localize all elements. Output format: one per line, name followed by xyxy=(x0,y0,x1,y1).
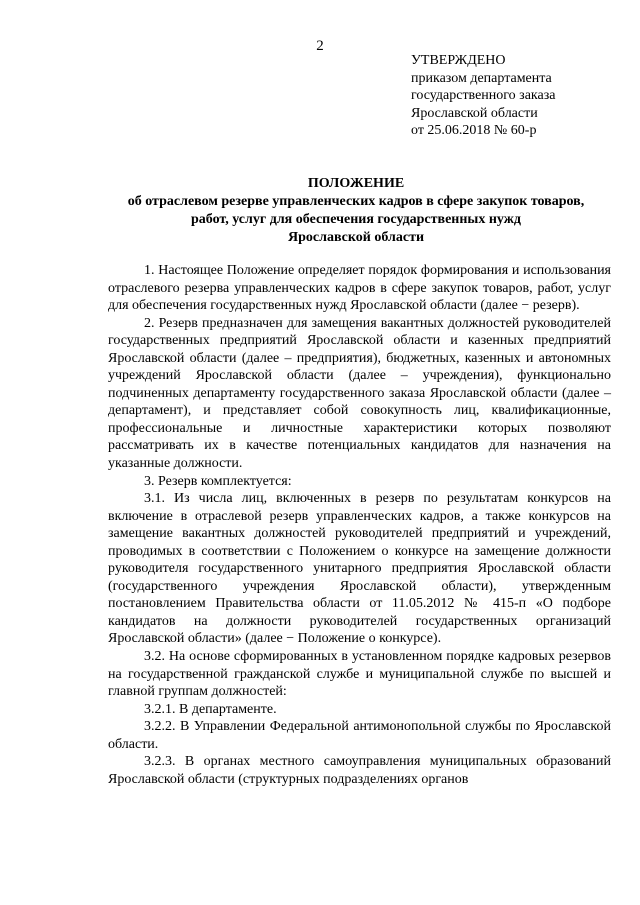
document-body xyxy=(108,262,611,788)
paragraph-2: 2. Резерв предназначен для замещения вакантных должностей руководителей государственных предприятий Ярославской области и казенных предприятий Ярославской области (далее – предприятия), бюджетных, казенных и автономных учреждений Ярославской области (далее – учреждения), функционально подчиненных департаменту государственного заказа Ярославской области (далее – департамент), и представляет собой совокупность лиц, квалификационные, профессиональные и личностные характеристики которых позволяют рассматривать их в качестве потенциальных кандидатов для назначения на указанные должности. xyxy=(108,315,611,472)
paragraph-3: 3. Резерв комплектуется: xyxy=(144,473,292,489)
document-title xyxy=(100,175,612,247)
paragraph-3-2-2: 3.2.2. В Управлении Федеральной антимонопольной службы по Ярославской области. xyxy=(108,719,611,752)
title-heading: ПОЛОЖЕНИЕ xyxy=(307,176,405,191)
title-subtitle-line: Ярославской области xyxy=(287,230,425,245)
paragraph-3-2: 3.2. На основе сформированных в установленном порядке кадровых резервов на государственной гражданской службе и муниципальной службе по высшей и главной группам должностей: xyxy=(108,649,611,700)
page-number: 2 xyxy=(316,38,324,54)
approval-line: приказом департамента xyxy=(411,70,552,86)
approval-stamp xyxy=(411,52,631,140)
approval-line: Ярославской области xyxy=(411,105,538,121)
approval-line: от 25.06.2018 № 60-р xyxy=(411,123,537,138)
title-subtitle-line: об отраслевом резерве управленческих кадров в сфере закупок товаров, xyxy=(127,194,585,209)
paragraph-3-2-1: 3.2.1. В департаменте. xyxy=(144,701,277,717)
title-subtitle-line: работ, услуг для обеспечения государственных нужд xyxy=(191,212,521,227)
paragraph-3-1: 3.1. Из числа лиц, включенных в резерв по результатам конкурсов на включение в отраслевой резерв управленческих кадров, а также конкурсов на замещение вакантных должностей руководителей предприятий и учреждений, проводимых в соответствии с Положением о конкурсе на замещение должности руководителя государственного унитарного предприятия Ярославской области (государственного учреждения Ярославской области), утвержденным постановлением Правительства области от 11.05.2012 № 415-п «О подборе кандидатов на должности руководителей государственных организаций Ярославской области» (далее − Положение о конкурсе). xyxy=(108,491,611,647)
paragraph-1: 1. Настоящее Положение определяет порядок формирования и использования отраслевого резерва управленческих кадров в сфере закупок товаров, работ, услуг для обеспечения государственных нужд Ярославской области (далее − резерв). xyxy=(108,263,611,314)
approval-line: УТВЕРЖДЕНО xyxy=(411,53,506,68)
approval-line: государственного заказа xyxy=(411,88,556,103)
paragraph-3-2-3: 3.2.3. В органах местного самоуправления муниципальных образований Ярославской области (структурных подразделениях органов xyxy=(108,754,611,787)
